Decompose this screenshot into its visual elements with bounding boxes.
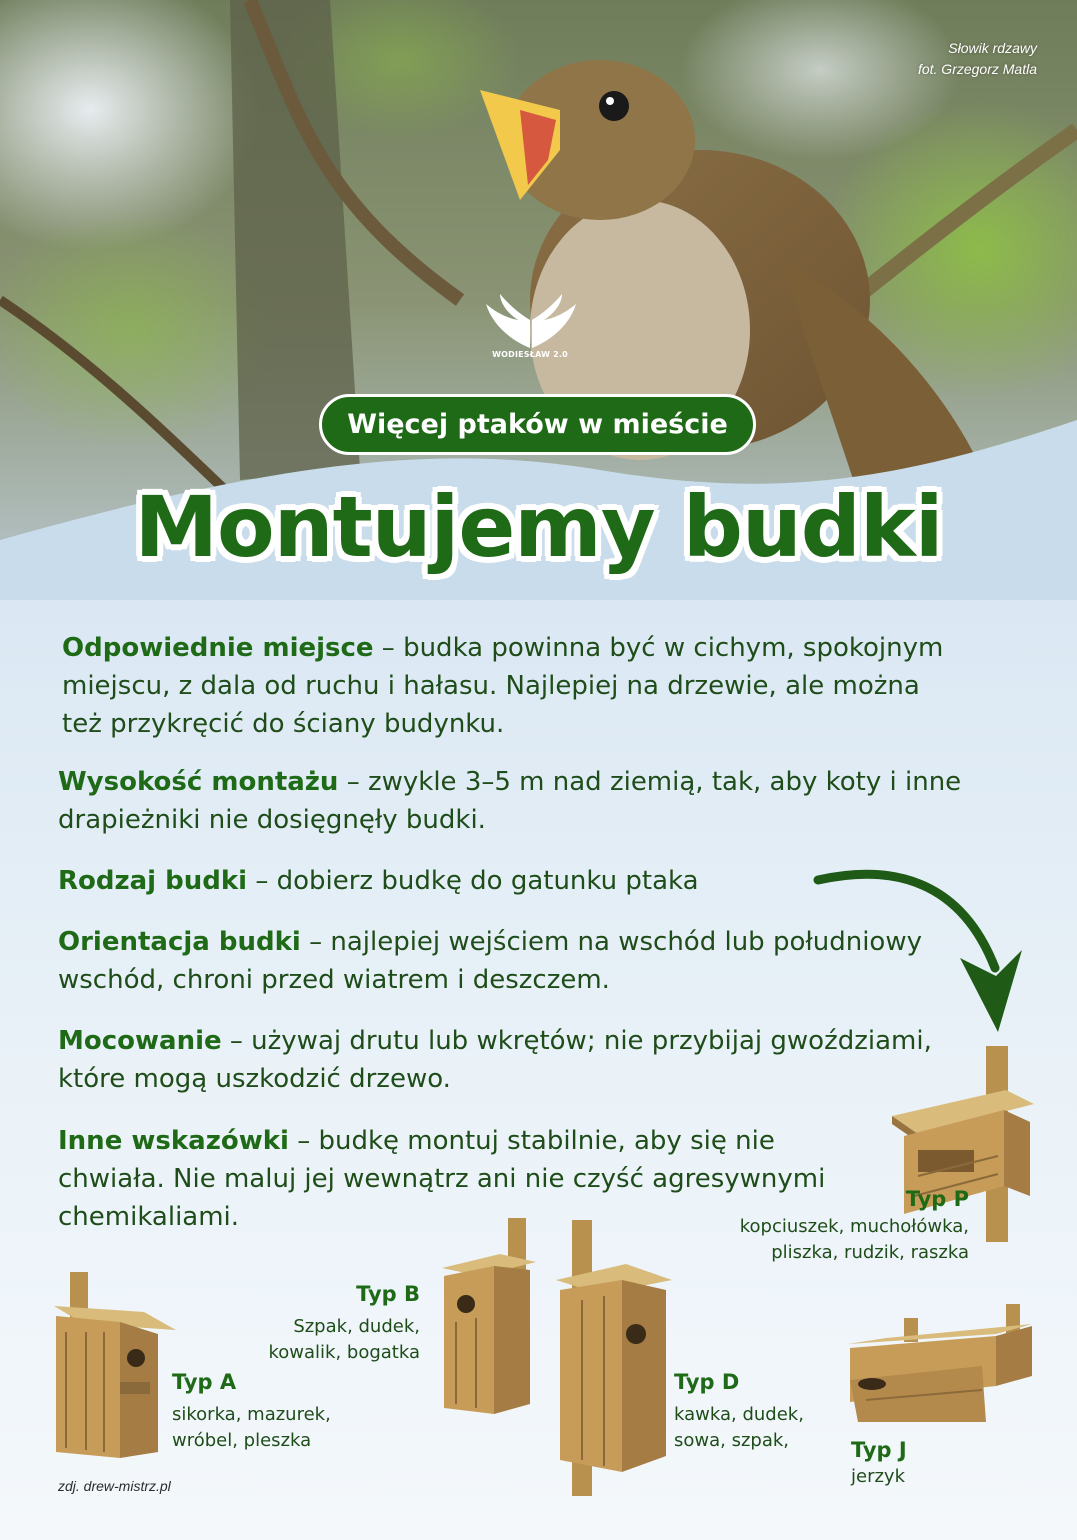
- subtitle-pill: Więcej ptaków w mieście: [319, 394, 756, 455]
- tip-text: – najlepiej wejściem na wschód lub południowy wschód, chroni przed wiatrem i deszczem.: [58, 927, 922, 995]
- type-name: Typ A: [172, 1370, 237, 1394]
- birdbox-type-a-image: [52, 1272, 176, 1462]
- tip-heading: Wysokość montażu: [58, 767, 339, 797]
- birdbox-type-b-image: [440, 1218, 540, 1418]
- tip-location: [62, 629, 962, 743]
- tip-heading: Orientacja budki: [58, 927, 301, 957]
- birdbox-type-j-image: [846, 1304, 1036, 1424]
- wings-icon: [480, 290, 580, 352]
- species-line: Szpak, dudek,: [293, 1316, 420, 1337]
- tip-text: – budka powinna być w cichym, spokojnym miejscu, z dala od ruchu i hałasu. Najlepiej na drzewie, ale można też przykręcić do ściany budynku.: [62, 633, 944, 739]
- tip-text: – budkę montuj stabilnie, aby się nie chwiała. Nie maluj jej wewnątrz ani nie czyść agresywnymi chemikaliami.: [58, 1126, 826, 1232]
- type-name: Typ P: [905, 1187, 969, 1211]
- species-line: wróbel, pleszka: [172, 1430, 312, 1451]
- tip-text: – dobierz budkę do gatunku ptaka: [247, 866, 699, 896]
- logo-text: WODIESŁAW 2.0: [492, 350, 568, 359]
- species-line: sikorka, mazurek,: [172, 1404, 331, 1425]
- tip-text: – zwykle 3–5 m nad ziemią, tak, aby koty i inne drapieżniki nie dosięgnęły budki.: [58, 767, 962, 835]
- tip-heading: Rodzaj budki: [58, 866, 248, 896]
- curved-arrow-icon: [810, 858, 1040, 1038]
- caption-author: fot. Grzegorz Matla: [917, 61, 1037, 77]
- type-name: Typ J: [851, 1438, 907, 1462]
- photo-caption: [918, 38, 1037, 80]
- species-line: kopciuszek, muchołówka,: [739, 1216, 969, 1237]
- type-name: Typ B: [356, 1282, 420, 1306]
- species-line: kawka, dudek,: [674, 1404, 804, 1425]
- species-line: sowa, szpak,: [674, 1430, 790, 1451]
- tip-heading: Odpowiednie miejsce: [62, 633, 374, 663]
- page-title: Montujemy budki: [134, 478, 943, 576]
- type-p-label: [906, 1185, 969, 1213]
- type-b-label: [268, 1280, 420, 1366]
- birdbox-type-d-image: [556, 1220, 676, 1500]
- brand-logo: [480, 290, 580, 370]
- type-d-label: [674, 1368, 804, 1454]
- tip-text: – używaj drutu lub wkrętów; nie przybijaj gwoździami, które mogą uszkodzić drzewo.: [58, 1026, 932, 1094]
- type-j-label: [851, 1436, 907, 1490]
- tip-heading: Inne wskazówki: [58, 1126, 289, 1156]
- species-line: jerzyk: [851, 1466, 905, 1487]
- type-a-label: [172, 1368, 331, 1454]
- type-name: Typ D: [674, 1370, 740, 1394]
- species-line: kowalik, bogatka: [268, 1342, 420, 1363]
- tip-box-type: [58, 862, 818, 900]
- tip-height: [58, 763, 1018, 839]
- species-line: pliszka, rudzik, raszka: [771, 1242, 969, 1263]
- photo-credit: zdj. drew-mistrz.pl: [58, 1478, 171, 1494]
- caption-species: Słowik rdzawy: [948, 40, 1037, 56]
- tip-heading: Mocowanie: [58, 1026, 222, 1056]
- type-p-species: [740, 1214, 969, 1266]
